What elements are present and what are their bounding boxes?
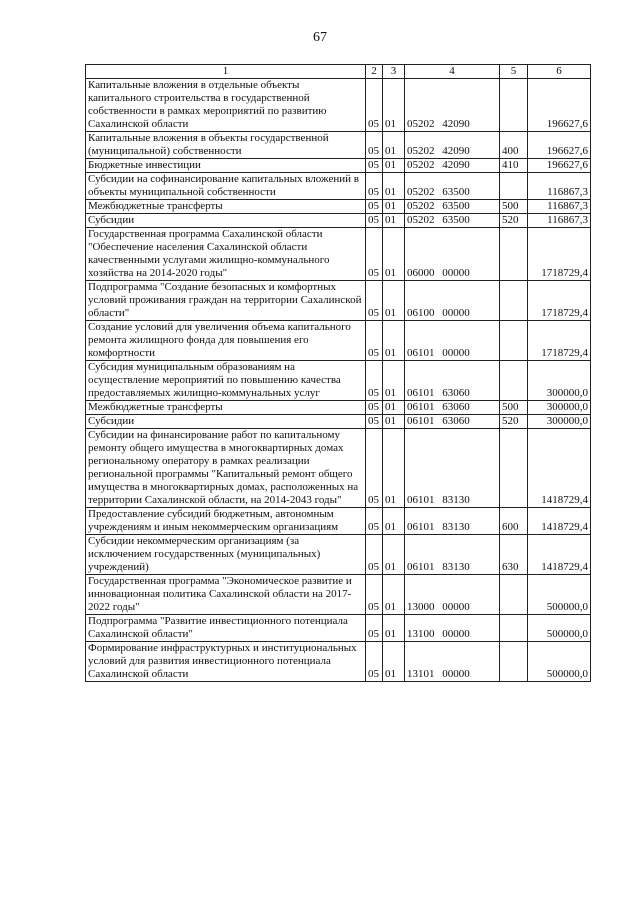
expense-type-code [500,429,528,508]
row-name: Капитальные вложения в отдельные объекты капитального строительства в государственной собственности в рамках мероприятий по развитию Сахалинской области [86,79,366,132]
target-article-code: 05202 42090 [405,159,500,173]
target-article-code: 06000 00000 [405,228,500,281]
amount: 1718729,4 [528,228,591,281]
table-row [86,173,591,200]
amount: 1418729,4 [528,508,591,535]
expense-type-code: 520 [500,415,528,429]
section-code: 05 [366,159,383,173]
row-name: Подпрограмма "Развитие инвестиционного потенциала Сахалинской области" [86,615,366,642]
section-code: 05 [366,79,383,132]
expense-type-code: 520 [500,214,528,228]
target-article-code: 13100 00000 [405,615,500,642]
row-name: Капитальные вложения в объекты государственной (муниципальной) собственности [86,132,366,159]
subsection-code: 01 [383,321,405,361]
subsection-code: 01 [383,508,405,535]
target-article-code: 05202 42090 [405,132,500,159]
expense-type-code [500,361,528,401]
section-code: 05 [366,321,383,361]
page-number: 67 [313,30,327,45]
amount: 500000,0 [528,575,591,615]
amount: 500000,0 [528,615,591,642]
target-article-code: 05202 63500 [405,200,500,214]
subsection-code: 01 [383,642,405,682]
target-article-code: 13000 00000 [405,575,500,615]
subsection-code: 01 [383,228,405,281]
table-row [86,401,591,415]
subsection-code: 01 [383,429,405,508]
header-col-2: 2 [366,65,383,79]
expense-type-code: 600 [500,508,528,535]
row-name: Субсидии на софинансирование капитальных вложений в объекты муниципальной собственности [86,173,366,200]
amount: 300000,0 [528,401,591,415]
header-col-4: 4 [405,65,500,79]
amount: 116867,3 [528,200,591,214]
subsection-code: 01 [383,281,405,321]
amount: 196627,6 [528,79,591,132]
table-row [86,508,591,535]
target-article-code: 05202 42090 [405,79,500,132]
expense-type-code: 400 [500,132,528,159]
header-col-6: 6 [528,65,591,79]
amount: 300000,0 [528,361,591,401]
target-article-code: 05202 63500 [405,214,500,228]
subsection-code: 01 [383,575,405,615]
table-row [86,361,591,401]
expense-type-code: 410 [500,159,528,173]
row-name: Межбюджетные трансферты [86,401,366,415]
target-article-code: 06101 63060 [405,415,500,429]
amount: 500000,0 [528,642,591,682]
table-row [86,200,591,214]
table-row [86,615,591,642]
section-code: 05 [366,575,383,615]
subsection-code: 01 [383,79,405,132]
amount: 196627,6 [528,132,591,159]
expense-type-code [500,575,528,615]
subsection-code: 01 [383,361,405,401]
expense-type-code [500,79,528,132]
target-article-code: 06100 00000 [405,281,500,321]
expense-type-code [500,173,528,200]
section-code: 05 [366,642,383,682]
row-name: Бюджетные инвестиции [86,159,366,173]
section-code: 05 [366,535,383,575]
subsection-code: 01 [383,159,405,173]
target-article-code: 06101 83130 [405,535,500,575]
section-code: 05 [366,173,383,200]
row-name: Государственная программа Сахалинской области "Обеспечение населения Сахалинской области качественными услугами жилищно-коммунального хозяйства на 2014-2020 годы" [86,228,366,281]
table-body [86,79,591,682]
section-code: 05 [366,228,383,281]
expense-type-code [500,228,528,281]
table-row [86,535,591,575]
table-row [86,214,591,228]
target-article-code: 06101 83130 [405,429,500,508]
section-code: 05 [366,401,383,415]
expense-type-code [500,642,528,682]
subsection-code: 01 [383,173,405,200]
table-row [86,132,591,159]
table-row [86,575,591,615]
row-name: Формирование инфраструктурных и институциональных условий для развития инвестиционного потенциала Сахалинской области [86,642,366,682]
amount: 1418729,4 [528,429,591,508]
target-article-code: 06101 63060 [405,361,500,401]
row-name: Субсидии [86,214,366,228]
expense-type-code [500,615,528,642]
amount: 1418729,4 [528,535,591,575]
section-code: 05 [366,615,383,642]
section-code: 05 [366,214,383,228]
expense-type-code: 500 [500,200,528,214]
section-code: 05 [366,508,383,535]
target-article-code: 05202 63500 [405,173,500,200]
table-row [86,429,591,508]
budget-table [85,64,591,682]
table-row [86,79,591,132]
row-name: Государственная программа "Экономическое развитие и инновационная политика Сахалинской области на 2017-2022 годы" [86,575,366,615]
row-name: Межбюджетные трансферты [86,200,366,214]
row-name: Субсидии на финансирование работ по капитальному ремонту общего имущества в многоквартирных домах региональному оператору в рамках реализации региональной программы "Капитальный ремонт общего имущества в многоквартирных домах, расположенных на территории Сахалинской области, на 2014-2043 годы" [86,429,366,508]
expense-type-code: 500 [500,401,528,415]
target-article-code: 06101 63060 [405,401,500,415]
table-row [86,281,591,321]
amount: 1718729,4 [528,321,591,361]
amount: 116867,3 [528,173,591,200]
table-row [86,321,591,361]
header-col-5: 5 [500,65,528,79]
expense-type-code: 630 [500,535,528,575]
row-name: Субсидии [86,415,366,429]
subsection-code: 01 [383,214,405,228]
section-code: 05 [366,429,383,508]
subsection-code: 01 [383,200,405,214]
row-name: Подпрограмма "Создание безопасных и комфортных условий проживания граждан на территории Сахалинской области" [86,281,366,321]
header-row [86,65,591,79]
subsection-code: 01 [383,615,405,642]
expense-type-code [500,281,528,321]
target-article-code: 06101 83130 [405,508,500,535]
section-code: 05 [366,200,383,214]
row-name: Предоставление субсидий бюджетным, автономным учреждениям и иным некоммерческим организациям [86,508,366,535]
subsection-code: 01 [383,401,405,415]
amount: 196627,6 [528,159,591,173]
table-row [86,415,591,429]
table-row [86,228,591,281]
amount: 1718729,4 [528,281,591,321]
target-article-code: 13101 00000 [405,642,500,682]
amount: 300000,0 [528,415,591,429]
table-row [86,642,591,682]
table-row [86,159,591,173]
header-col-1: 1 [86,65,366,79]
section-code: 05 [366,281,383,321]
subsection-code: 01 [383,132,405,159]
section-code: 05 [366,415,383,429]
header-col-3: 3 [383,65,405,79]
target-article-code: 06101 00000 [405,321,500,361]
subsection-code: 01 [383,415,405,429]
section-code: 05 [366,361,383,401]
subsection-code: 01 [383,535,405,575]
row-name: Создание условий для увеличения объема капитального ремонта жилищного фонда для повышения его комфортности [86,321,366,361]
row-name: Субсидия муниципальным образованиям на осуществление мероприятий по повышению качества предоставляемых жилищно-коммунальных услуг [86,361,366,401]
row-name: Субсидии некоммерческим организациям (за исключением государственных (муниципальных) учреждений) [86,535,366,575]
section-code: 05 [366,132,383,159]
expense-type-code [500,321,528,361]
amount: 116867,3 [528,214,591,228]
